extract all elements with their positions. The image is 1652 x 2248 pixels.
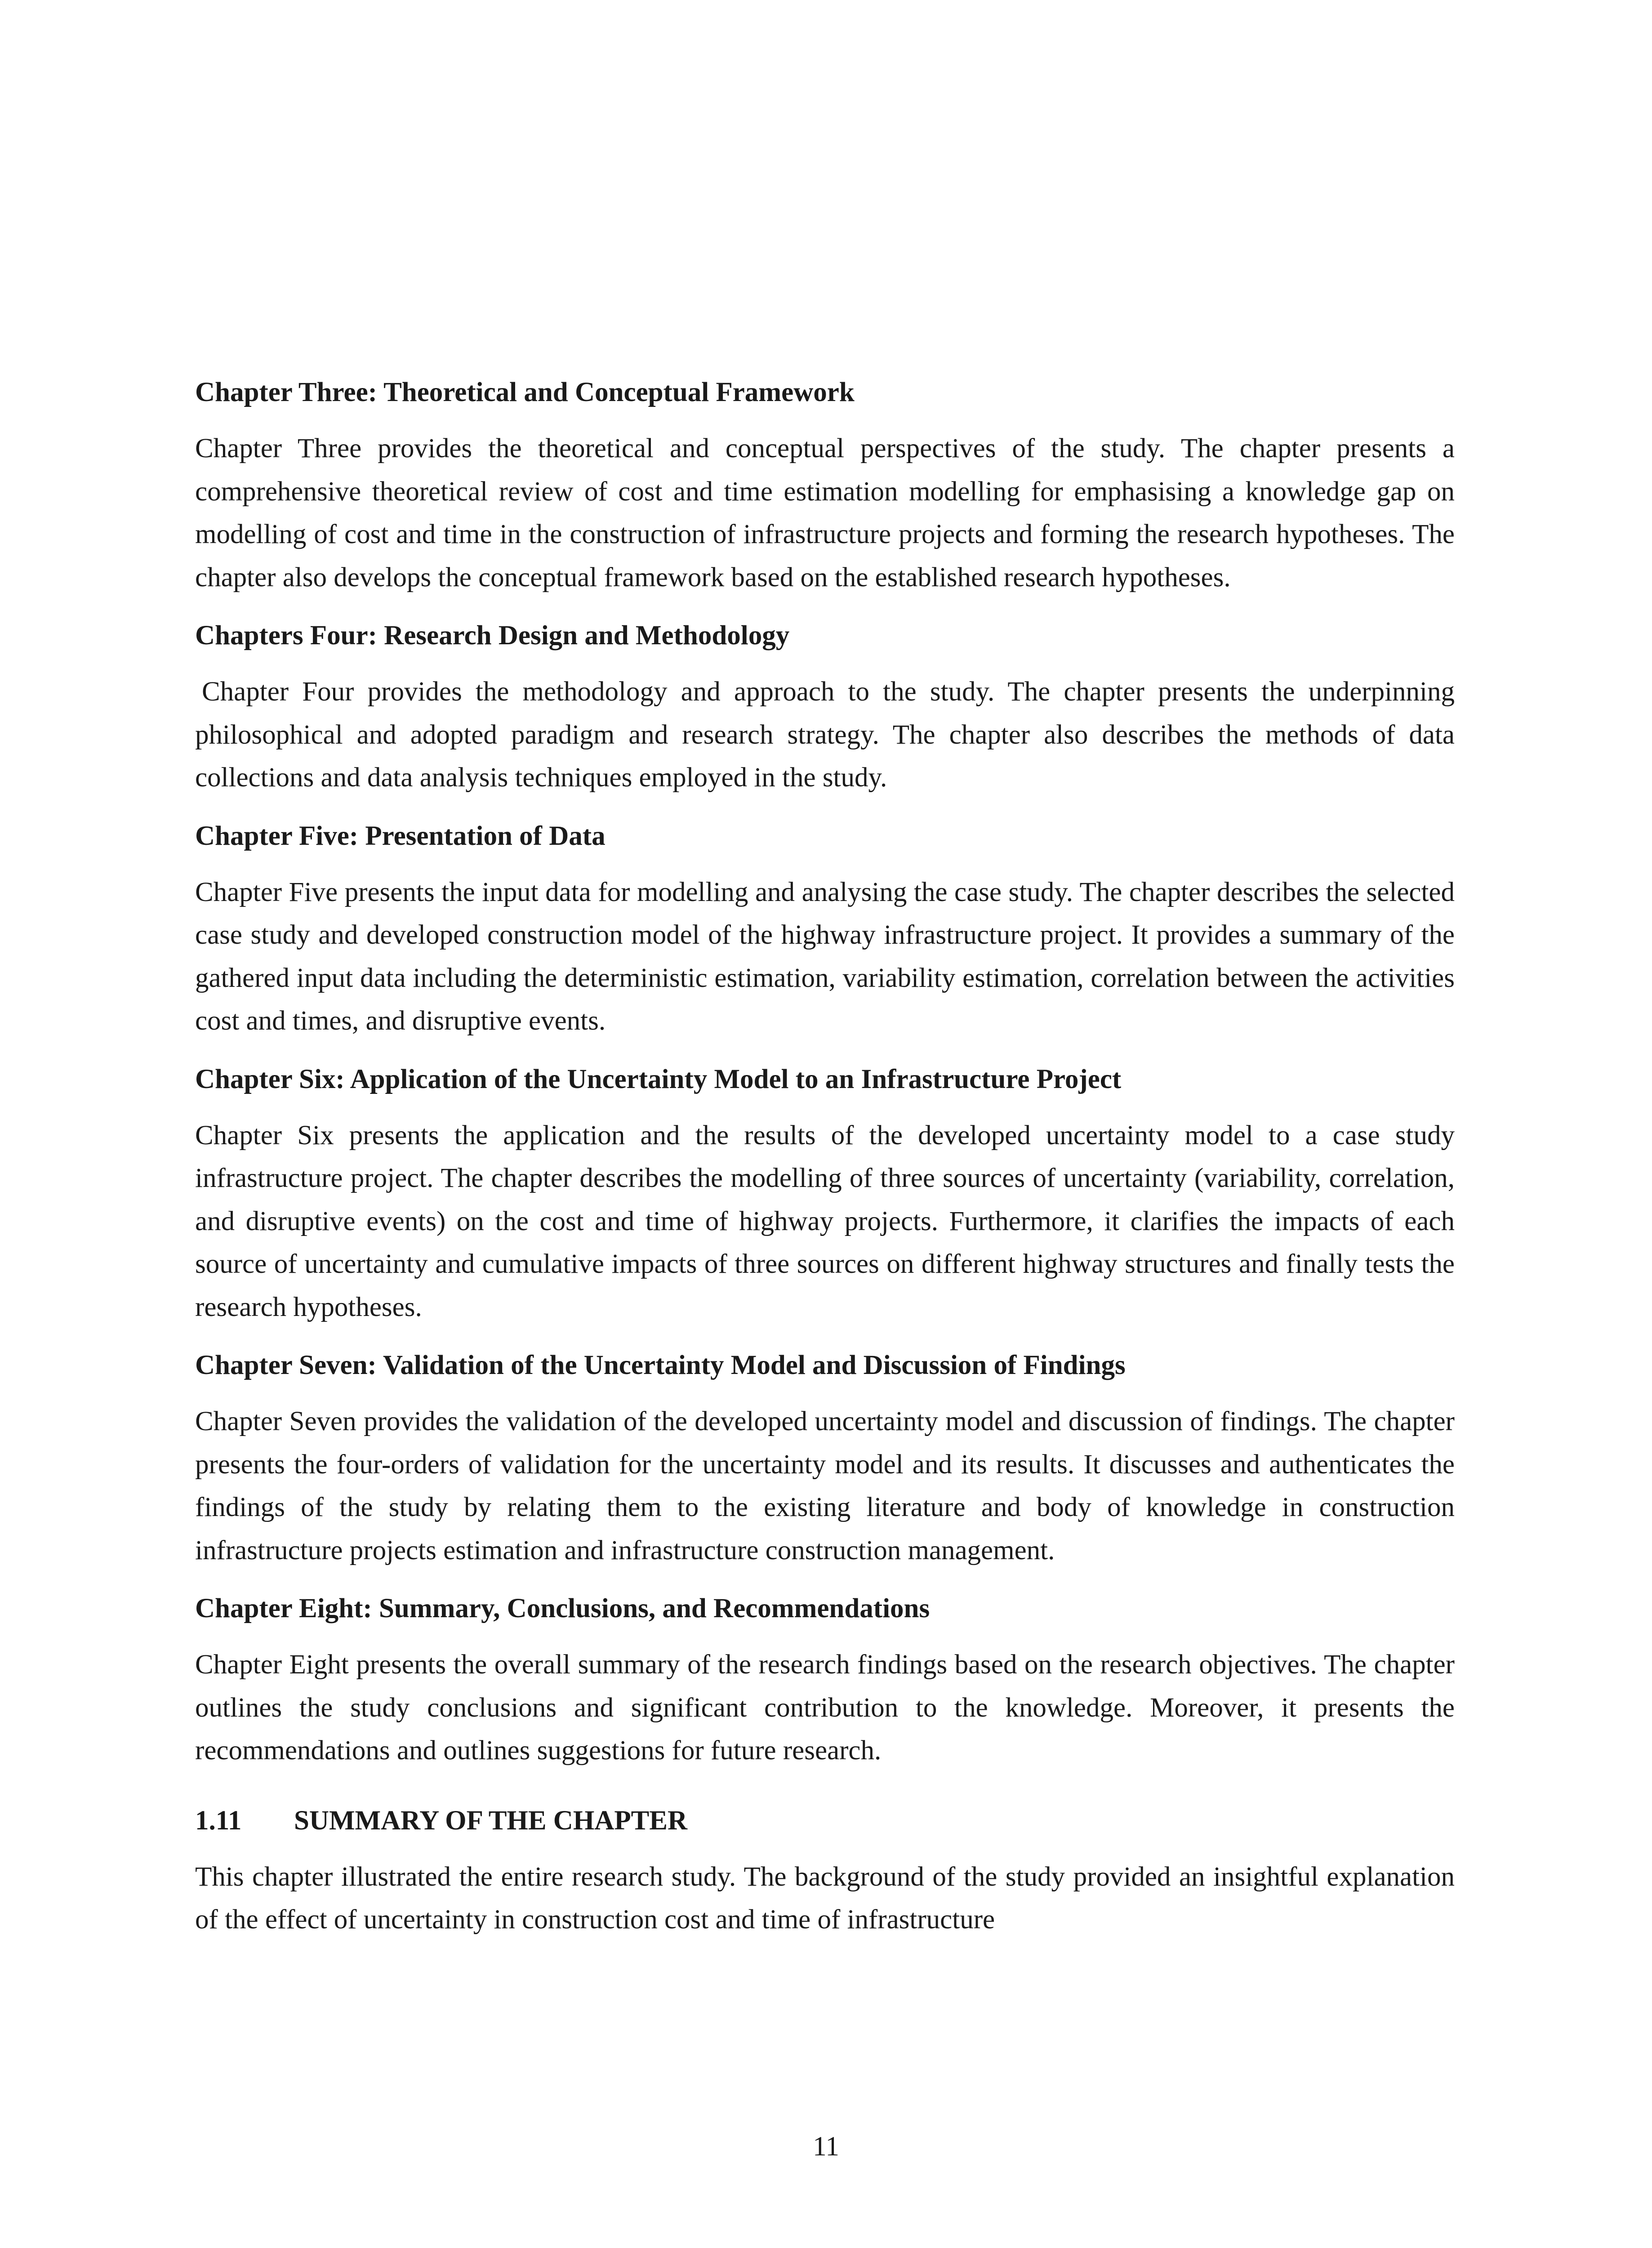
chapter-five-heading: Chapter Five: Presentation of Data — [195, 821, 606, 851]
chapter-six-body: Chapter Six presents the application and the results of the developed uncertainty model to a case study infrastructure project. The chapter describes the modelling of three sources of uncertainty (variability, correlation, and disruptive events) on the cost and time of highway projects. Furthermore, it clarifies the impacts of each source of uncertainty and cumulative impacts of three sources on different highway structures and finally tests the research hypotheses. — [195, 1120, 1455, 1322]
page-number: 11 — [813, 2132, 839, 2162]
chapter-three-body: Chapter Three provides the theoretical and conceptual perspectives of the study. The chapter presents a comprehensive theoretical review of cost and time estimation modelling for emphasising a knowledge gap on modelling of cost and time in the construction of infrastructure projects and forming the research hypotheses. The chapter also develops the conceptual framework based on the established research hypotheses. — [195, 433, 1455, 593]
summary-body: This chapter illustrated the entire research study. The background of the study provided an insightful explanation of the effect of uncertainty in construction cost and time of infrastructure — [195, 1861, 1455, 1935]
chapter-seven-heading: Chapter Seven: Validation of the Uncertainty Model and Discussion of Findings — [195, 1350, 1126, 1380]
summary-section-title: SUMMARY OF THE CHAPTER — [294, 1805, 688, 1836]
chapter-four-heading: Chapters Four: Research Design and Methodology — [195, 620, 790, 651]
summary-section-number: 1.11 — [195, 1805, 242, 1836]
chapter-six-heading: Chapter Six: Application of the Uncertainty Model to an Infrastructure Project — [195, 1064, 1122, 1094]
chapter-three-heading: Chapter Three: Theoretical and Conceptual Framework — [195, 377, 855, 407]
chapter-five-body: Chapter Five presents the input data for modelling and analysing the case study. The chapter describes the selected case study and developed construction model of the highway infrastructure project. It provides a summary of the gathered input data including the deterministic estimation, variability estimation, correlation between the activities cost and times, and disruptive events. — [195, 877, 1455, 1036]
chapter-eight-body: Chapter Eight presents the overall summary of the research findings based on the research objectives. The chapter outlines the study conclusions and significant contribution to the knowledge. Moreover, it presents the recommendations and outlines suggestions for future research. — [195, 1650, 1455, 1766]
summary-heading — [195, 1799, 1455, 1842]
chapter-four-body: Chapter Four provides the methodology and approach to the study. The chapter presents the underpinning philosophical and adopted paradigm and research strategy. The chapter also describes the methods of data collections and data analysis techniques employed in the study. — [195, 677, 1455, 793]
page-content — [195, 371, 1455, 1957]
chapter-seven-body: Chapter Seven provides the validation of the developed uncertainty model and discussion of findings. The chapter presents the four-orders of validation for the uncertainty model and its results. It discusses and authenticates the findings of the study by relating them to the existing literature and body of knowledge in construction infrastructure projects estimation and infrastructure construction management. — [195, 1406, 1455, 1566]
chapter-eight-heading: Chapter Eight: Summary, Conclusions, and Recommendations — [195, 1593, 930, 1624]
